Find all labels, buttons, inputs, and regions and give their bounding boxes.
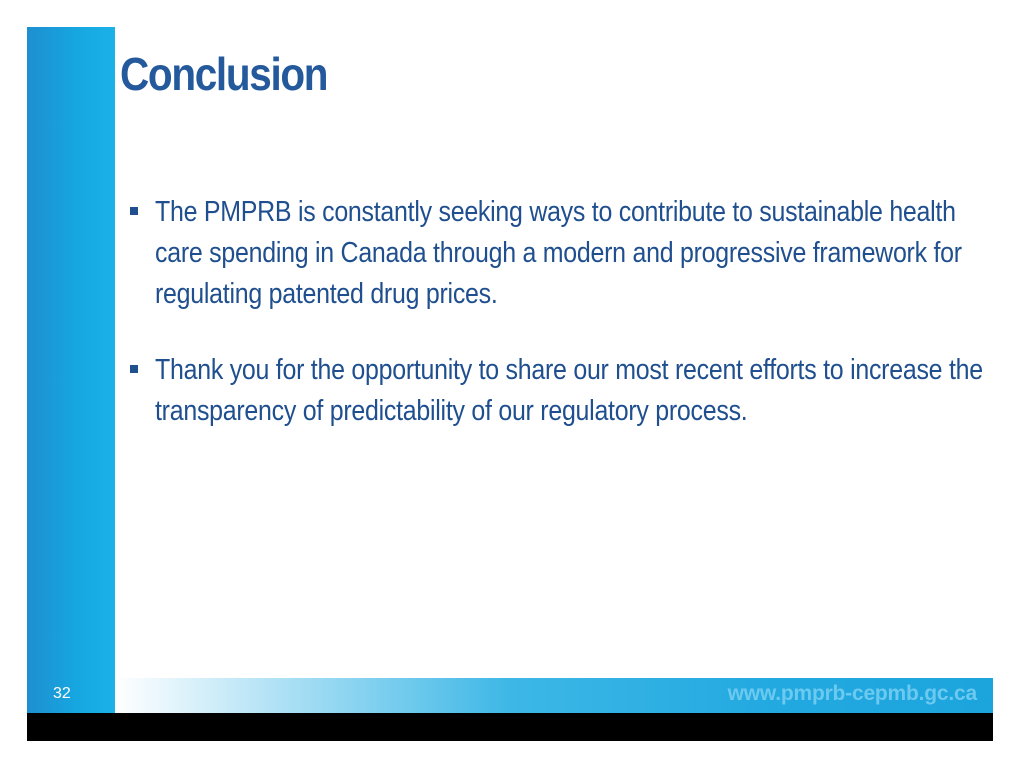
- bullet-item: [130, 192, 990, 315]
- bullet-text: Thank you for the opportunity to share our most recent efforts to increase the transparency of predictability of our regulatory process.: [155, 354, 983, 427]
- bullet-text: The PMPRB is constantly seeking ways to contribute to sustainable health care spending in Canada through a modern and progressive framework for regulating patented drug prices.: [155, 196, 962, 310]
- bottom-strip: [27, 713, 993, 741]
- website-url: www.pmprb-cepmb.gc.ca: [727, 682, 977, 705]
- side-accent-bar: [27, 27, 115, 713]
- page-number: 32: [53, 685, 71, 702]
- bullet-item: [130, 350, 990, 432]
- square-bullet-icon: [130, 207, 138, 215]
- slide-title: Conclusion: [120, 48, 328, 100]
- square-bullet-icon: [130, 365, 138, 373]
- bullet-list: [130, 192, 990, 467]
- slide: [27, 27, 993, 741]
